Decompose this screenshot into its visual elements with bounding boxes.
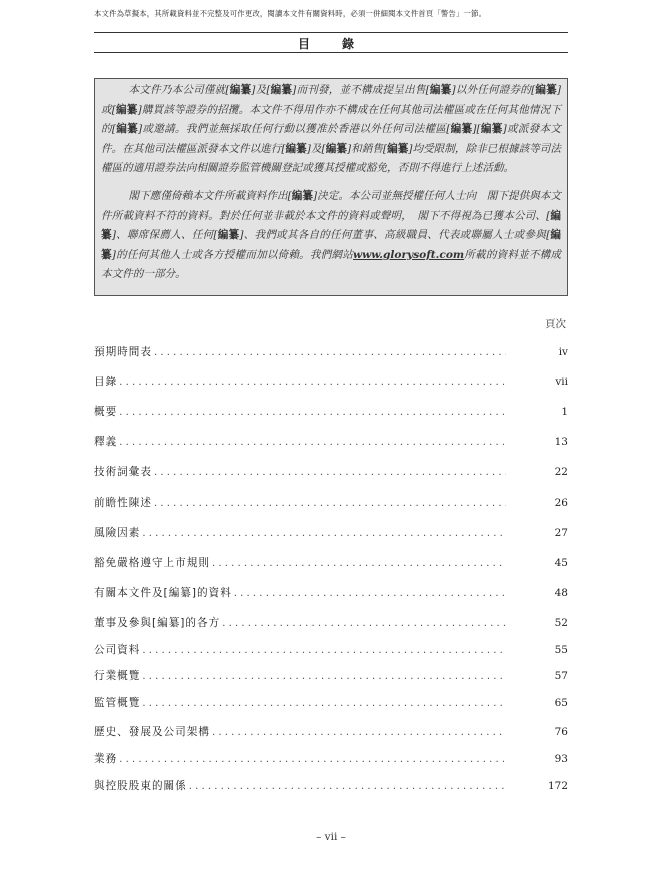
toc-entry[interactable]: [94, 724, 568, 742]
toc-leader-dots: [119, 407, 506, 418]
toc-entry-page: 26: [554, 497, 568, 509]
title-rule-bottom: [94, 52, 568, 53]
toc-entry-title: 豁免嚴格遵守上市規則: [94, 557, 210, 569]
toc-leader-dots: [142, 528, 506, 539]
toc-entry[interactable]: [94, 778, 568, 796]
toc-entry[interactable]: [94, 751, 568, 769]
toc-leader-dots: [154, 467, 506, 478]
toc-entry-page: 65: [554, 697, 568, 709]
toc-entry-page: 93: [554, 753, 568, 765]
toc-leader-dots: [189, 781, 506, 792]
toc-entry-title: 業務: [94, 753, 118, 765]
toc-entry-title: 歷史、發展及公司架構: [94, 726, 210, 738]
toc-entry[interactable]: [94, 615, 568, 633]
toc-entry-title: 風險因素: [94, 527, 141, 539]
toc-entry-page: 55: [554, 644, 568, 656]
toc-entry-page: 57: [554, 670, 568, 682]
toc-leader-dots: [142, 671, 506, 682]
toc-entry[interactable]: [94, 668, 568, 686]
toc-entry-title: 與控股股東的關係: [94, 780, 187, 792]
toc-entry-title: 公司資料: [94, 644, 141, 656]
toc-entry-page: 27: [554, 527, 568, 539]
toc-entry[interactable]: [94, 525, 568, 543]
toc-entry[interactable]: [94, 695, 568, 713]
page-title: 目 錄: [297, 37, 364, 51]
toc-leader-dots: [119, 437, 506, 448]
toc-leader-dots: [142, 698, 506, 709]
toc-entry[interactable]: [94, 642, 568, 660]
page-number-footer: – vii –: [316, 831, 346, 843]
toc-entry-page: 172: [547, 780, 568, 792]
toc-entry[interactable]: [94, 555, 568, 573]
toc-entry-page: iv: [558, 346, 568, 358]
toc-entry[interactable]: [94, 344, 568, 362]
disclaimer-paragraph-1: 本文件乃本公司僅就[編纂]及[編纂]而刊發，並不構成提呈出售[編纂]以外任何證券的[編纂]或[編纂]購買該等證券的招攬。本文件不得用作亦不構成在任何其他司法權區或在任何其他情況下的[編纂]或邀請。我們並無採取任何行動以獲准於香港以外任何司法權區[編纂][編纂]或派發本文件。在其他司法權區派發本文件以進行[編纂]及[編纂]和銷售[編纂]均受限制，除非已根據該等司法權區的適用證券法向相關證券監管機關登記或獲其授權或豁免，否則不得進行上述活動。: [101, 84, 562, 175]
toc-entry-page: 13: [554, 436, 568, 448]
toc-entry-title: 預期時間表: [94, 346, 152, 358]
toc-entry-title: 技術詞彙表: [94, 466, 152, 478]
toc-entry-page: 52: [554, 617, 568, 629]
toc-leader-dots: [142, 645, 506, 656]
toc-entry-title: 釋義: [94, 436, 118, 448]
toc-entry-title: 概要: [94, 406, 118, 418]
toc-leader-dots: [154, 498, 506, 509]
toc-entry[interactable]: [94, 495, 568, 513]
toc-entry-title: 前瞻性陳述: [94, 497, 152, 509]
toc-entry-page: 48: [554, 587, 568, 599]
toc-entry[interactable]: [94, 404, 568, 422]
title-rule-top: [94, 32, 568, 33]
toc-entry-title: 有關本文件及[編纂]的資料: [94, 587, 232, 599]
toc-entry-title: 監管概覽: [94, 697, 141, 709]
disclaimer-paragraph-2: 閣下應僅倚賴本文件所載資料作出[編纂]決定。本公司並無授權任何人士向 閣下提供與本文件所載資料不符的資料。對於任何並非載於本文件的資料或聲明， 閣下不得視為已獲本公司、[編纂]、聯席保薦人、任何[編纂]、我們或其各自的任何董事、高級職員、代表或聯屬人士或參與[編纂]的任何其他人士或各方授權而加以倚賴。我們網站www.glorysoft.com所載的資料並不構成本文件的一部分。: [101, 189, 562, 281]
toc-leader-dots: [222, 618, 506, 629]
toc-leader-dots: [212, 558, 506, 569]
toc-entry[interactable]: [94, 434, 568, 452]
toc-leader-dots: [154, 347, 506, 358]
toc-entry[interactable]: [94, 374, 568, 392]
toc-leader-dots: [119, 754, 506, 765]
toc-entry-page: vii: [555, 376, 568, 388]
toc-leader-dots: [212, 727, 506, 738]
draft-warning-note: 本文件為草擬本，其所載資料並不完整及可作更改，閱讀本文件有關資料時，必須一併細閱本文件首頁「警告」一節。: [94, 9, 487, 18]
toc-entry-page: 22: [554, 466, 568, 478]
website-link[interactable]: www.glorysoft.com: [352, 248, 465, 261]
toc-entry[interactable]: [94, 585, 568, 603]
toc-entry-title: 董事及參與[編纂]的各方: [94, 617, 221, 629]
toc-entry-title: 行業概覽: [94, 670, 141, 682]
toc-entry-page: 76: [554, 726, 568, 738]
toc-entry-page: 1: [561, 406, 568, 418]
toc-entry[interactable]: [94, 464, 568, 482]
toc-leader-dots: [234, 588, 506, 599]
page-column-header: 頁次: [545, 318, 566, 330]
toc-entry-page: 45: [554, 557, 568, 569]
toc-leader-dots: [119, 377, 506, 388]
toc-entry-title: 目錄: [94, 376, 118, 388]
disclaimer-box: [94, 78, 568, 296]
